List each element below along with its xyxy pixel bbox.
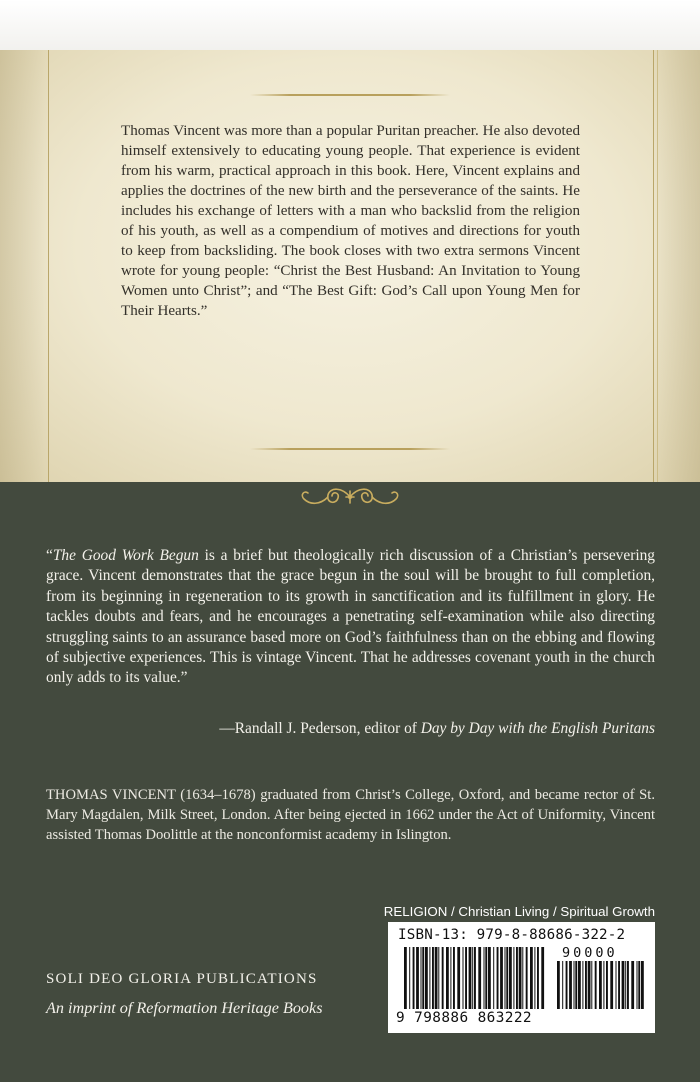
author-bio: THOMAS VINCENT (1634–1678) graduated from Christ’s College, Oxford, and became rector of St. Mary Magdalen, Milk Street, London. After being ejected in 1662 under the Act of Uniformity, Vincent assisted Thomas Doolittle at the nonconformist academy in Islington. bbox=[46, 787, 655, 843]
barcode-digits: 9 798886 863222 bbox=[396, 1010, 532, 1026]
endorsed-book-title: The Good Work Begun bbox=[52, 547, 199, 564]
bisac-category: RELIGION / Christian Living / Spiritual Growth bbox=[383, 904, 655, 919]
barcode-addon-bars bbox=[557, 961, 647, 1009]
top-rule bbox=[250, 94, 450, 96]
barcode-bars bbox=[404, 947, 547, 1009]
attribution-name: —Randall J. Pederson, editor of bbox=[219, 720, 421, 737]
frame-line-left bbox=[48, 50, 49, 482]
publisher-name: SOLI DEO GLORIA PUBLICATIONS bbox=[46, 971, 318, 987]
imprint-line: An imprint of Reformation Heritage Books bbox=[46, 999, 323, 1017]
book-description: Thomas Vincent was more than a popular Puritan preacher. He also devoted himself extensively to educating young people. That experience is evident from his warm, practical approach in this book. Here, Vincent explains and applies the doctrines of the new birth and the perseverance of the saints. He includes his exchange of letters with a man who backslid from the religion of his youth, as well as a compendium of motives and directions for youth to keep from backsliding. The book closes with two extra sermons Vincent wrote for young people: “Christ the Best Husband: An Invitation to Young Women unto Christ”; and “The Best Gift: God’s Call upon Young Men for Their Hearts.” bbox=[121, 123, 580, 319]
top-strip bbox=[0, 0, 700, 50]
scroll-flourish-icon bbox=[290, 479, 410, 515]
panel-shadow-left bbox=[0, 50, 48, 482]
barcode-addon: 90000 bbox=[562, 945, 618, 961]
endorsement-body: is a brief but theologically rich discussion of a Christian’s persevering grace. Vincent demonstrates that the grace begun in the soul will be brought to full completion, from its beginning in regeneration to its growth in sanctification and its fulfillment in glory. He tackles doubts and fears, and he encourages a penetrating self-examination while also directing struggling saints to an assurance based more on God’s faithfulness than on the ebbing and flowing of subjective experiences. This is vintage Vincent. That he addresses covenant youth in the church only adds to its value.” bbox=[46, 547, 656, 687]
attribution-work: Day by Day with the English Puritans bbox=[420, 720, 655, 737]
frame-line-right bbox=[653, 50, 654, 482]
isbn-label: ISBN-13: 979-8-88686-322-2 bbox=[398, 927, 626, 943]
open-quote: “ bbox=[46, 547, 53, 564]
isbn-barcode bbox=[388, 922, 655, 1033]
bottom-rule bbox=[250, 448, 450, 450]
panel-shadow-right bbox=[652, 50, 700, 482]
endorsement-quote bbox=[46, 546, 655, 689]
endorsement-attribution bbox=[219, 719, 655, 739]
frame-line-right-inner bbox=[657, 50, 658, 482]
